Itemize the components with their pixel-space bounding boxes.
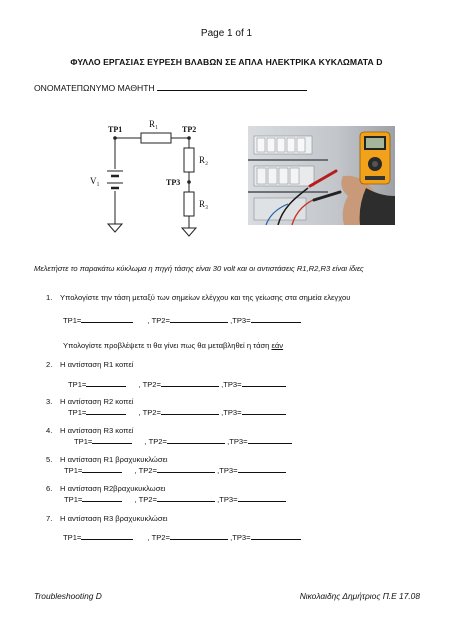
circuit-diagram [78,112,228,242]
footer-left: Troubleshooting D [34,591,102,601]
predict-instruction: Υπολογίστε προβλέψετε τι θα γίνει πως θα μεταβληθεί η τάση εάν [63,341,284,350]
student-name-label: ΟΝΟΜΑΤΕΠΩΝΥΜΟ ΜΑΘΗΤΗ [34,83,155,93]
intro-text: Μελετήστε το παρακάτω κύκλωμα η πηγή τάσης είναι 30 volt και οι αντιστάσεις R1,R2,R3 είναι ίδιες [34,264,364,273]
tp-answer-row-4[interactable]: TP1= , TP2= ,TP3= [74,436,292,446]
question-4: 4. Η αντίσταση R3 κοπεί [46,426,134,435]
question-5: 5. Η αντίσταση R1 βραχυκυκλώσει [46,455,168,464]
r3-label: R₃ [199,199,209,209]
student-name-field[interactable] [34,82,307,93]
question-6: 6. Η αντίσταση R2βραχυκυκλωσει [46,484,166,493]
tp-answer-row-2[interactable]: TP1= , TP2= ,TP3= [68,379,286,389]
ground-icon [108,224,122,232]
r1-label: R₁ [149,119,159,129]
tp-answer-row-5[interactable]: TP1= , TP2= ,TP3= [64,465,286,475]
tp-answer-row-3[interactable]: TP1= , TP2= ,TP3= [68,407,286,417]
tp-answer-row-7[interactable]: TP1= , TP2= ,TP3= [63,532,301,542]
question-7: 7. Η αντίσταση R3 βραχυκυκλώσει [46,514,168,523]
r2-label: R₂ [199,155,209,165]
tp2-label: TP2 [182,125,197,134]
worksheet-title: ΦΥΛΛΟ ΕΡΓΑΣΙΑΣ ΕΥΡΕΣΗ ΒΛΑΒΩΝ ΣΕ ΑΠΛΑ ΗΛΕΚΤΡΙΚΑ ΚΥΚΛΩΜΑΤΑ D [70,57,383,67]
footer-right: Νικολαιδης Δημήτριος Π.Ε 17.08 [299,591,420,601]
question-2: 2. Η αντίσταση R1 κοπεί [46,360,134,369]
question-1: 1. Υπολογίστε την τάση μεταξύ των σημείων ελέγχου και της γείωσης στα σημεία ελεγχου [46,293,351,302]
tp1-label: TP1 [108,125,123,134]
question-3: 3. Η αντίσταση R2 κοπεί [46,397,134,406]
student-name-line[interactable] [157,82,307,91]
multimeter-photo [248,126,395,225]
if-link[interactable]: εάν [271,341,284,350]
tp-answer-row-6[interactable]: TP1= , TP2= ,TP3= [64,494,286,504]
page-header: Page 1 of 1 [200,28,253,39]
tp-answer-row-1[interactable]: TP1= , TP2= ,TP3= [63,315,301,325]
ground-icon [182,228,196,236]
tp3-label: TP3 [166,178,181,187]
v1-label: V₁ [90,176,100,186]
